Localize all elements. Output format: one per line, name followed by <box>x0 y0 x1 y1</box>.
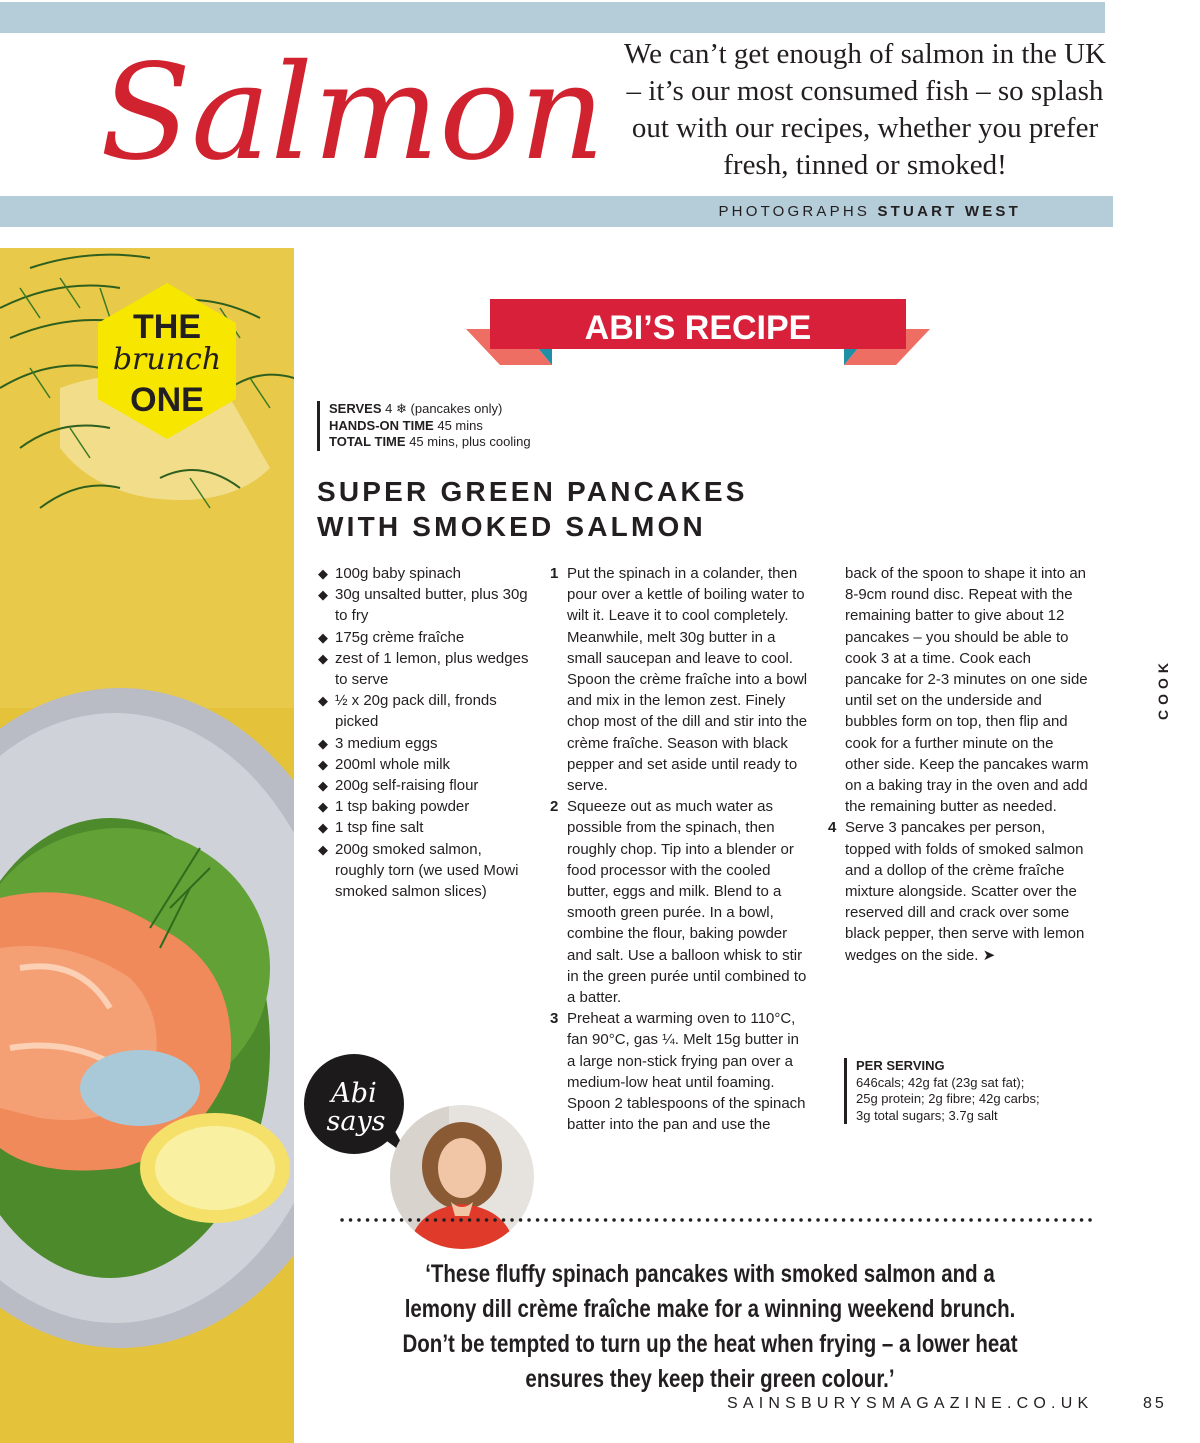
section-side-label <box>1153 651 1173 731</box>
diamond-bullet-icon: ◆ <box>318 778 328 794</box>
bubble-line-2: says <box>326 1106 386 1137</box>
diamond-bullet-icon: ◆ <box>318 587 328 603</box>
freeze-note: (pancakes only) <box>410 401 503 416</box>
diamond-bullet-icon: ◆ <box>318 841 328 857</box>
recipe-title-line-2: WITH SMOKED SALMON <box>317 511 706 542</box>
diamond-bullet-icon: ◆ <box>318 693 328 709</box>
step-number: 4 <box>828 819 837 837</box>
nutrition-line: 25g protein; 2g fibre; 42g carbs; <box>856 1091 1040 1106</box>
method-step-3 <box>549 1008 811 1135</box>
ingredient-text: 200g self-raising flour <box>335 777 479 795</box>
diamond-bullet-icon: ◆ <box>318 820 328 836</box>
side-label-text: COOK <box>1155 658 1171 720</box>
diamond-bullet-icon: ◆ <box>318 735 328 751</box>
ingredient-item <box>318 775 533 796</box>
step-text: back of the spoon to shape it into an 8-9cm round disc. Repeat with the remaining batter to give about 12 pancakes – you should be able to cook 3 at a time. Cook each pancake for 2-3 minutes on one side until set on the underside and bubbles form on top, then flip and cook for a further minute on the other side. Keep the pancakes warm on a baking tray in the oven and add the remaining butter as needed. <box>845 565 1089 816</box>
dotted-divider <box>339 1215 1094 1225</box>
title-salmon <box>90 18 620 193</box>
ingredient-item <box>318 817 533 838</box>
ingredient-text: 1 tsp fine salt <box>335 819 424 837</box>
snowflake-icon: ❄ <box>396 401 407 416</box>
diamond-bullet-icon: ◆ <box>318 756 328 772</box>
recipe-ribbon <box>462 297 934 369</box>
ingredient-item <box>318 563 533 584</box>
title-text: Salmon <box>100 36 605 190</box>
ingredient-item <box>318 839 533 903</box>
ingredient-text: 100g baby spinach <box>335 565 461 582</box>
method-step-4 <box>827 817 1089 965</box>
page-number: 85 <box>1143 1395 1167 1412</box>
hands-on-label: HANDS-ON TIME <box>329 417 434 433</box>
step-text: Put the spinach in a colander, then pour over a kettle of boiling water to wilt it. Leave it to cool completely. Meanwhile, melt 30g butter in a small saucepan and leave to cool. Spoon the crème fraîche into a bowl and mix in the lemon zest. Finely chop most of the dill and stir into the crème fraîche. Season with black pepper and set aside until ready to serve. <box>567 565 808 795</box>
photo-credit-label: PHOTOGRAPHS <box>718 203 871 220</box>
method-column-1 <box>549 563 811 1135</box>
ingredients-list <box>318 563 533 902</box>
diamond-bullet-icon: ◆ <box>318 566 328 581</box>
step-text: Squeeze out as much water as possible from the spinach, then roughly chop. Tip into a blender or food processor with the cooled butter, eggs and milk. Blend to a smooth green purée. In a bowl, combine the flour, baking powder and salt. Use a balloon whisk to stir in the green purée until combined to a batter. <box>567 798 807 1007</box>
ingredient-text: 3 medium eggs <box>335 734 438 752</box>
ingredient-item <box>318 648 533 690</box>
ingredient-text: ½ x 20g pack dill, fronds picked <box>335 692 497 731</box>
step-text: Preheat a warming oven to 110°C, fan 90°C, gas ¼. Melt 15g butter in a large non-stick frying pan over a medium-low heat until foaming. Spoon 2 tablespoons of the spinach batter into the pan and use the <box>567 1010 806 1134</box>
bubble-line-1: Abi <box>331 1078 377 1109</box>
ribbon-label: ABI’S RECIPE <box>584 309 812 347</box>
ingredient-item <box>318 690 533 732</box>
header-band-bottom <box>0 196 1113 227</box>
diamond-bullet-icon: ◆ <box>318 650 328 666</box>
recipe-title-line-1: SUPER GREEN PANCAKES <box>317 476 748 507</box>
diamond-bullet-icon: ◆ <box>318 629 328 645</box>
footer-site: SAINSBURYSMAGAZINE.CO.UK <box>727 1395 1094 1412</box>
step-text: Serve 3 pancakes per person, topped with folds of smoked salmon and a dollop of the crème fraîche mixture alongside. Scatter over the reserved dill and crack over some black pepper, then serve with lemon wedges on the side. <box>845 819 1085 964</box>
serves-label: SERVES <box>329 401 382 416</box>
photo-credit <box>718 203 1021 220</box>
recipe-meta <box>317 401 531 451</box>
step-number: 1 <box>550 565 559 582</box>
ingredient-item <box>318 627 533 648</box>
serves-value: 4 <box>385 401 393 416</box>
brunch-badge <box>94 281 240 441</box>
ingredient-text: 200g smoked salmon, roughly torn (we used Mowi smoked salmon slices) <box>335 840 519 901</box>
continue-arrow-icon: ➤ <box>982 946 996 964</box>
ingredient-item <box>318 754 533 775</box>
hands-on-value: 45 mins <box>437 417 483 433</box>
method-step-3-continued <box>827 563 1089 817</box>
nutrition-heading: PER SERVING <box>856 1058 945 1073</box>
method-step-1 <box>549 563 811 796</box>
ingredient-text: zest of 1 lemon, plus wedges to serve <box>335 649 529 689</box>
ingredient-text: 200ml whole milk <box>335 755 451 773</box>
abi-quote: ‘These fluffy spinach pancakes with smoked salmon and a lemony dill crème fraîche make for a winning weekend brunch. Don’t be tempted to turn up the heat when frying – a lower heat ensures they keep their green colour.’ <box>402 1260 1018 1393</box>
photo-credit-name: STUART WEST <box>877 203 1021 220</box>
nutrition-box <box>844 1058 1040 1124</box>
method-column-2 <box>827 563 1089 966</box>
ingredient-item <box>318 584 533 626</box>
diamond-bullet-icon: ◆ <box>318 799 328 815</box>
ingredient-text: 30g unsalted butter, plus 30g to fry <box>335 586 528 625</box>
ingredient-item <box>318 733 533 754</box>
meta-hands-on <box>329 418 531 435</box>
ingredient-text: 175g crème fraîche <box>335 628 465 646</box>
badge-line-1: THE <box>133 308 201 346</box>
step-number: 3 <box>550 1010 559 1028</box>
ingredient-item <box>318 796 533 817</box>
meta-serves <box>329 401 531 418</box>
nutrition-line: 3g total sugars; 3.7g salt <box>856 1107 998 1123</box>
intro-text: We can’t get enough of salmon in the UK – it’s our most consumed fish – so splash out with our recipes, whether you prefer fresh, tinned or smoked! <box>624 38 1106 181</box>
step-number: 2 <box>550 798 559 816</box>
avatar <box>389 1104 535 1250</box>
meta-total <box>329 434 531 451</box>
recipe-title <box>317 474 748 544</box>
total-label: TOTAL TIME <box>329 434 406 449</box>
badge-line-2: brunch <box>112 342 222 377</box>
total-value: 45 mins, plus cooling <box>409 434 531 449</box>
badge-line-3: ONE <box>130 381 204 419</box>
nutrition-line: 646cals; 42g fat (23g sat fat); <box>856 1074 1025 1090</box>
ingredient-text: 1 tsp baking powder <box>335 798 470 816</box>
method-step-2 <box>549 796 811 1008</box>
